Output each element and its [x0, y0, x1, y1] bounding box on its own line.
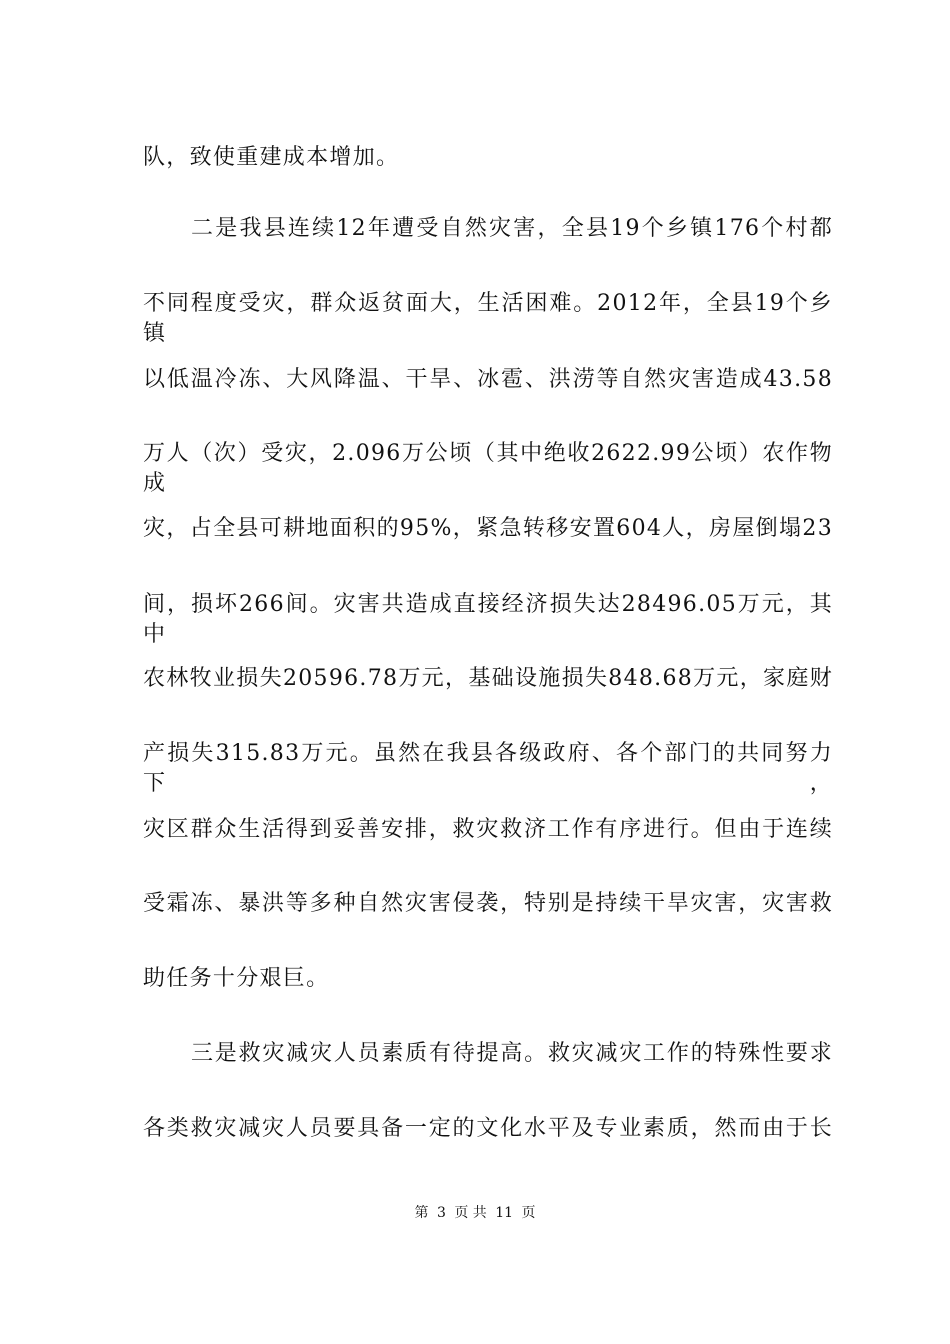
footer-suffix: 页 [521, 1205, 536, 1221]
text-line-7: 间，损坏266间。灾害共造成直接经济损失达28496.05万元，其中 [143, 592, 833, 647]
text-line-5: 万人（次）受灾，2.096万公顷（其中绝收2622.99公顷）农作物成 [143, 441, 833, 496]
text-line-11: 受霜冻、暴洪等多种自然灾害侵袭，特别是持续干旱灾害，灾害救 [143, 891, 833, 916]
text-line-1: 队，致使重建成本增加。 [143, 145, 400, 170]
text-line-8: 农林牧业损失20596.78万元，基础设施损失848.68万元，家庭财 [143, 666, 833, 691]
text-line-9: 产损失315.83万元。虽然在我县各级政府、各个部门的共同努力下， [143, 741, 833, 796]
page-footer [0, 1204, 950, 1222]
text-line-14: 各类救灾减灾人员要具备一定的文化水平及专业素质，然而由于长 [143, 1116, 833, 1141]
text-line-3: 不同程度受灾，群众返贫面大，生活困难。2012年，全县19个乡镇 [143, 291, 833, 346]
text-line-4: 以低温冷冻、大风降温、干旱、冰雹、洪涝等自然灾害造成43.58 [143, 367, 833, 392]
footer-prefix: 第 [414, 1205, 429, 1221]
text-line-12: 助任务十分艰巨。 [143, 966, 330, 991]
footer-middle: 页 共 [454, 1205, 487, 1221]
text-line-13: 三是救灾减灾人员素质有待提高。救灾减灾工作的特殊性要求 [191, 1041, 833, 1066]
footer-current-page: 3 [436, 1205, 446, 1221]
footer-total-pages: 11 [495, 1205, 514, 1221]
text-line-2: 二是我县连续12年遭受自然灾害，全县19个乡镇176个村都 [191, 216, 833, 241]
text-line-6: 灾，占全县可耕地面积的95%，紧急转移安置604人，房屋倒塌23 [143, 516, 833, 541]
text-line-10: 灾区群众生活得到妥善安排，救灾救济工作有序进行。但由于连续 [143, 817, 833, 842]
